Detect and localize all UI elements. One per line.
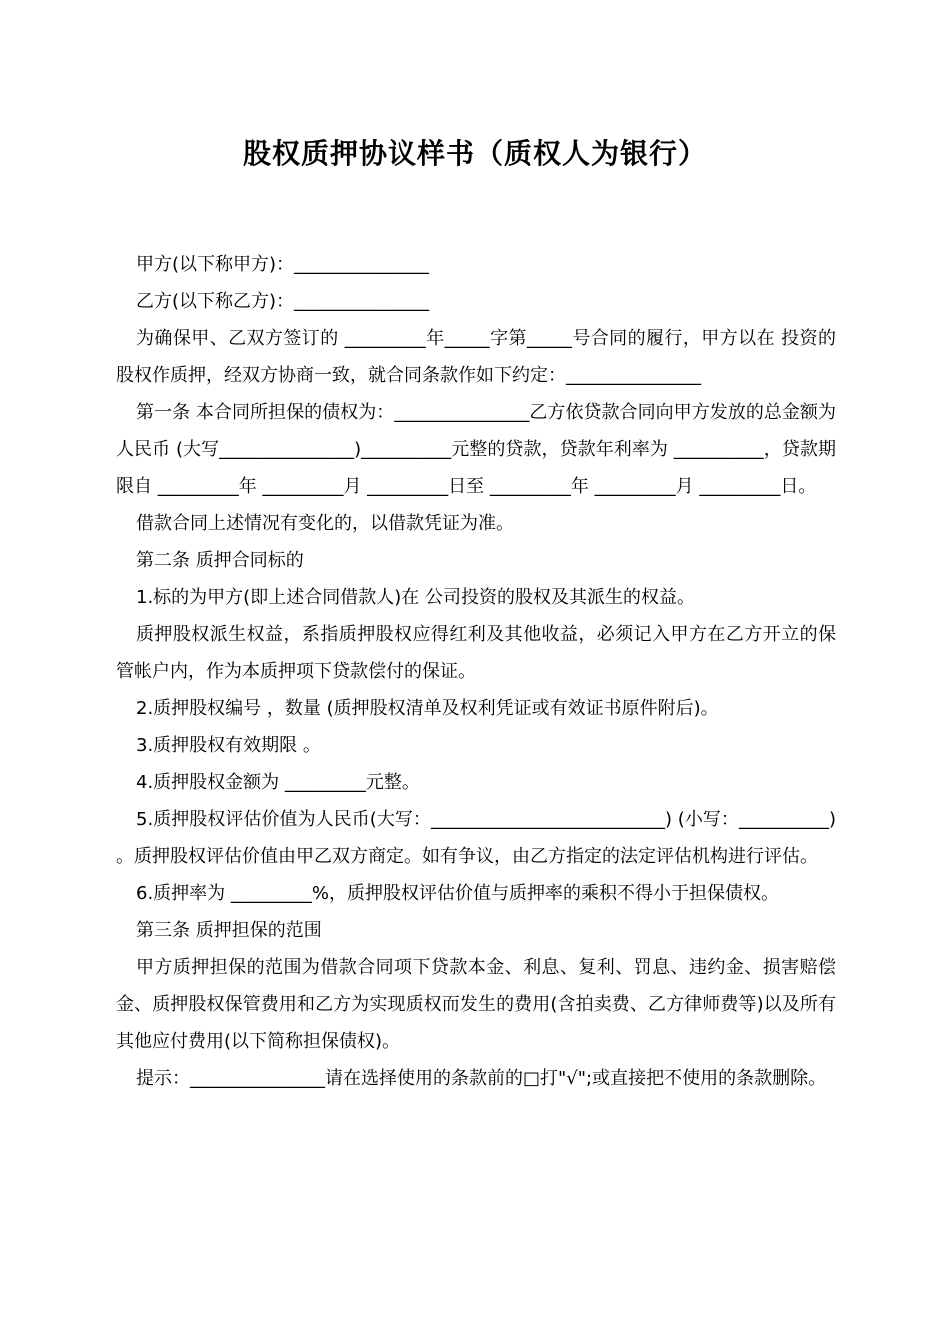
- party-a-line: 甲方(以下称甲方)：_______________: [136, 254, 430, 275]
- clause-2-1: 1.标的为甲方(即上述合同借款人)在 公司投资的股权及其派生的权益。: [136, 587, 695, 608]
- clause-2-2: 2.质押股权编号 ，数量 (质押股权清单及权利凭证或有效证书原件附后)。: [136, 698, 719, 719]
- clause-2-5: 5.质押股权评估价值为人民币(大写：__________________________) (小写：__________) 。质押股权评估价值由甲乙双方商定。如有争议，由乙方指定的法定评估机构进行评估。: [116, 809, 842, 867]
- loan-change-paragraph: 借款合同上述情况有变化的，以借款凭证为准。: [136, 513, 514, 534]
- tip-paragraph: 提示：_______________请在选择使用的条款前的□打"√";或直接把不使用的条款删除。: [136, 1068, 827, 1089]
- document-body: [116, 246, 842, 1097]
- derived-rights-paragraph: 质押股权派生权益，系指质押股权应得红利及其他收益，必须记入甲方在乙方开立的保管帐户内，作为本质押项下贷款偿付的保证。: [116, 624, 836, 682]
- article-2-heading: 第二条 质押合同标的: [136, 550, 304, 571]
- document-title: 股权质押协议样书（质权人为银行）: [242, 137, 707, 170]
- article-3-heading: 第三条 质押担保的范围: [136, 920, 322, 941]
- article-1-paragraph: 第一条 本合同所担保的债权为：_______________乙方依贷款合同向甲方发放的总金额为人民币 (大写_______________)__________元整的贷款，贷款年利率为 __________，贷款期限自 _________年 _________月 _________日至 _________年 _________月 _________日。: [116, 402, 836, 497]
- guarantee-scope-paragraph: 甲方质押担保的范围为借款合同项下贷款本金、利息、复利、罚息、违约金、损害赔偿金、质押股权保管费用和乙方为实现质权而发生的费用(含拍卖费、乙方律师费等)以及所有其他应付费用(以下简称担保债权)。: [116, 957, 836, 1052]
- party-b-line: 乙方(以下称乙方)：_______________: [136, 291, 430, 312]
- clause-2-4: 4.质押股权金额为 _________元整。: [136, 772, 420, 793]
- clause-2-6: 6.质押率为 _________%，质押股权评估价值与质押率的乘积不得小于担保债权。: [136, 883, 779, 904]
- clause-2-3: 3.质押股权有效期限 。: [136, 735, 321, 756]
- preamble-paragraph: 为确保甲、乙双方签订的 _________年_____字第_____号合同的履行，甲方以在 投资的股权作质押，经双方协商一致，就合同条款作如下约定：_______________: [116, 328, 836, 386]
